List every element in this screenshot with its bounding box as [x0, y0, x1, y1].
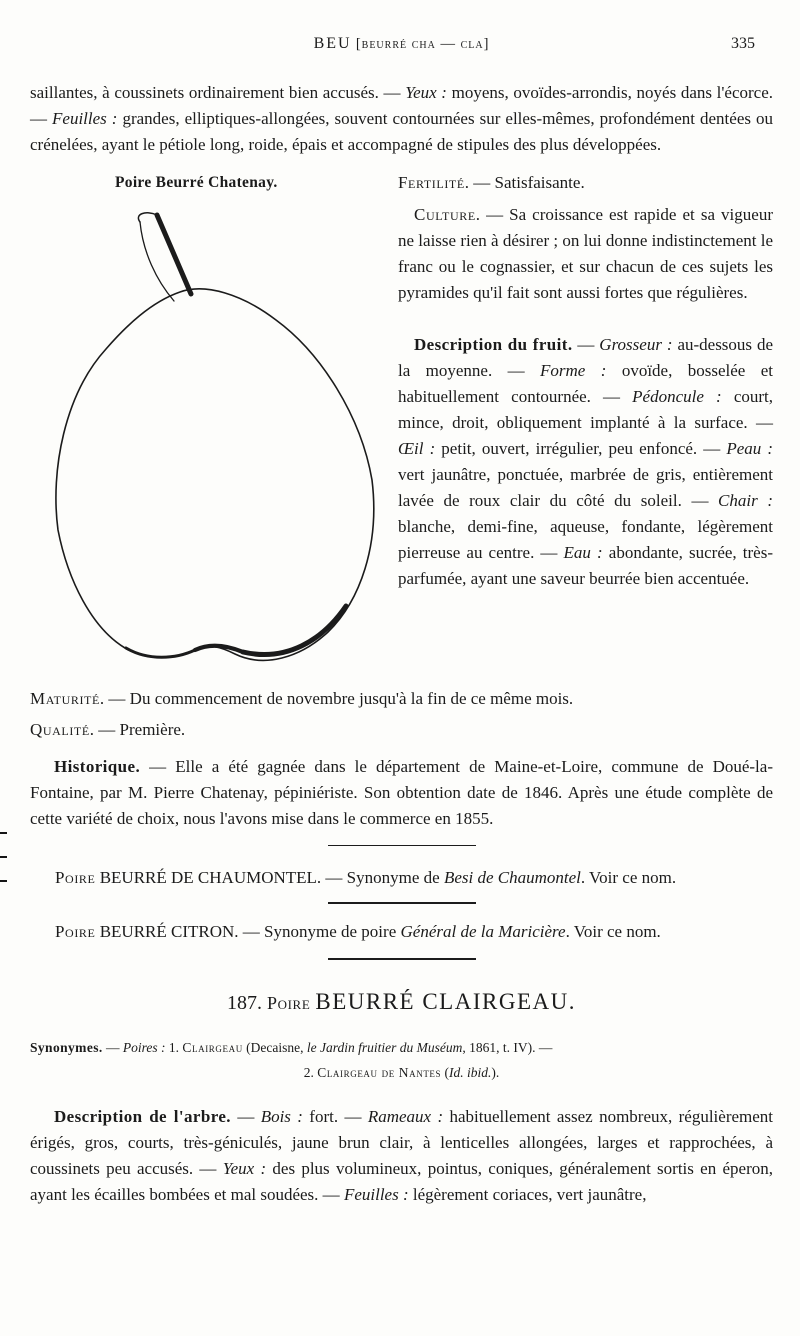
historique-paragraph: Historique. — Elle a été gagnée dans le département de Maine-et-Loire, commune de Doué-la-Fontaine, par M. Pierre Chatenay, pépiniériste. Son obtention date de 1846. Après une étude complète de cette variété de choix, nous l'avons mise dans le commerce en 1855.	[30, 757, 773, 828]
right-text-column	[398, 170, 773, 678]
binding-mark	[0, 856, 7, 858]
culture-paragraph: Culture. — Sa croissance est rapide et sa vigueur ne laisse rien à désirer ; on lui donne indistinctement le franc ou le cognassier, et sur chacun de ces sujets les pyramides qu'il fait sont aussi fortes que régulières.	[398, 205, 773, 302]
section-heading: 187. Poire BEURRÉ CLAIRGEAU.	[227, 989, 576, 1014]
fertilite-line: Fertilité. — Satisfaisante.	[398, 173, 585, 192]
separator-rule	[328, 902, 476, 904]
synonymes-line-2: 2. Clairgeau de Nantes (Id. ibid.).	[303, 1065, 500, 1080]
binding-mark	[0, 880, 7, 882]
header-title: BEU	[313, 35, 352, 52]
running-header	[30, 30, 773, 54]
figure-and-text-row	[30, 170, 773, 678]
pear-illustration	[30, 200, 395, 678]
citron-entry: Poire BEURRÉ CITRON. — Synonyme de poire Général de la Maricière. Voir ce nom.	[55, 922, 661, 941]
synonymes-block	[30, 1035, 773, 1085]
maturite-line: Maturité. — Du commencement de novembre jusqu'à la fin de ce même mois.	[30, 689, 574, 708]
arbre-description-paragraph: Description de l'arbre. — Bois : fort. — Rameaux : habituellement assez nombreux, régulièrement érigés, gros, courts, très-géniculés, jaune brun clair, à lenticelles allongées, larges et rapprochées, à coussinets peu accusés. — Yeux : des plus volumineux, pointus, coniques, généralement sortis en éperon, ayant les écailles bombées et mal soudées. — Feuilles : légèrement coriaces, vert jaunâtre,	[30, 1107, 774, 1204]
binding-mark	[0, 832, 7, 834]
chaumontel-entry: Poire BEURRÉ DE CHAUMONTEL. — Synonyme de Besi de Chaumontel. Voir ce nom.	[55, 868, 677, 887]
page-number: 335	[731, 35, 755, 52]
figure-caption: Poire Beurré Chatenay.	[115, 174, 278, 191]
separator-rule	[328, 958, 476, 960]
figure-column	[30, 170, 398, 678]
fruit-description-paragraph: Description du fruit. — Grosseur : au-dessous de la moyenne. — Forme : ovoïde, bosselée et habituellement contournée. — Pédoncule : court, mince, droit, obliquement implanté à la surface. — Œil : petit, ouvert, irrégulier, peu enfoncé. — Peau : vert jaunâtre, ponctuée, marbrée de gris, entièrement lavée de roux clair du côté du soleil. — Chair : blanche, demi-fine, aqueuse, fondante, légèrement pierreuse au centre. — Eau : abondante, sucrée, très-parfumée, ayant une saveur beurrée bien accentuée.	[398, 335, 774, 588]
header-title-range: [beurré cha — cla]	[355, 36, 490, 52]
intro-paragraph: saillantes, à coussinets ordinairement bien accusés. — Yeux : moyens, ovoïdes-arrondis, noyés dans l'écorce. — Feuilles : grandes, elliptiques-allongées, souvent contournées sur elles-mêmes, profondément dentées ou crénelées, ayant le pétiole long, roide, épais et accompagné de stipules des plus développées.	[30, 83, 774, 154]
synonymes-line-1: Synonymes. — Poires : 1. Clairgeau (Decaisne, le Jardin fruitier du Muséum, 1861, t. IV). —	[30, 1040, 553, 1055]
separator-rule	[328, 845, 476, 846]
qualite-line: Qualité. — Première.	[30, 720, 186, 739]
